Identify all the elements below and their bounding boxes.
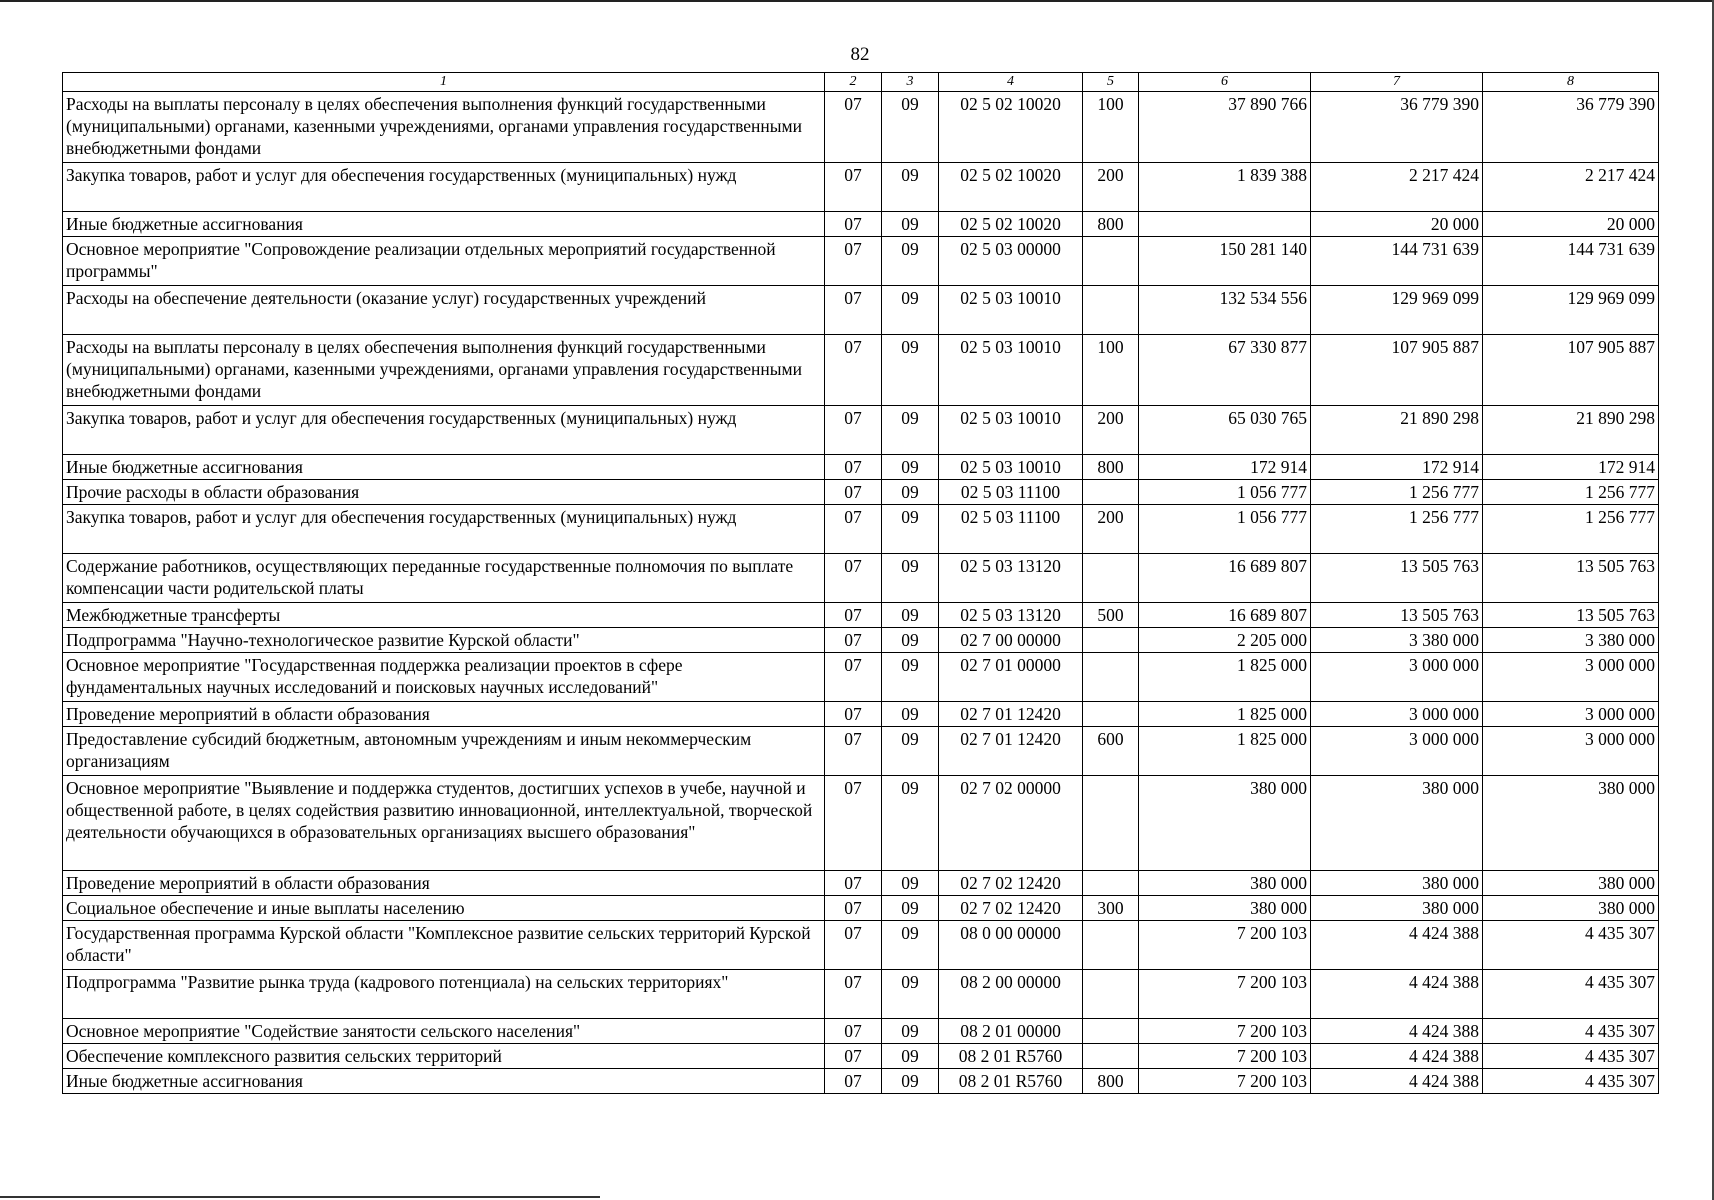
section-code: 07 bbox=[825, 1069, 882, 1094]
amount-col8: 4 435 307 bbox=[1483, 921, 1659, 970]
expense-type-code bbox=[1083, 1019, 1139, 1044]
amount-col6: 1 825 000 bbox=[1139, 727, 1311, 776]
amount-col8: 3 000 000 bbox=[1483, 727, 1659, 776]
expense-name: Расходы на выплаты персоналу в целях обеспечения выполнения функций государственными (муниципальными) органами, казенными учреждениями, органами управления государственными внебюджетными фондами bbox=[63, 92, 825, 163]
amount-col7: 4 424 388 bbox=[1311, 1019, 1483, 1044]
section-code: 07 bbox=[825, 628, 882, 653]
amount-col6: 67 330 877 bbox=[1139, 335, 1311, 406]
expense-type-code bbox=[1083, 480, 1139, 505]
amount-col8: 172 914 bbox=[1483, 455, 1659, 480]
table-row bbox=[63, 406, 1659, 455]
subsection-code: 09 bbox=[882, 702, 939, 727]
amount-col7: 4 424 388 bbox=[1311, 1069, 1483, 1094]
table-row bbox=[63, 505, 1659, 554]
amount-col6 bbox=[1139, 212, 1311, 237]
subsection-code: 09 bbox=[882, 776, 939, 871]
target-article-code: 02 5 03 13120 bbox=[939, 554, 1083, 603]
amount-col6: 7 200 103 bbox=[1139, 1044, 1311, 1069]
section-code: 07 bbox=[825, 163, 882, 212]
subsection-code: 09 bbox=[882, 554, 939, 603]
table-row bbox=[63, 237, 1659, 286]
expense-type-code: 200 bbox=[1083, 505, 1139, 554]
expense-name: Закупка товаров, работ и услуг для обеспечения государственных (муниципальных) нужд bbox=[63, 505, 825, 554]
amount-col6: 7 200 103 bbox=[1139, 1069, 1311, 1094]
subsection-code: 09 bbox=[882, 1069, 939, 1094]
subsection-code: 09 bbox=[882, 406, 939, 455]
expense-name: Подпрограмма "Развитие рынка труда (кадрового потенциала) на сельских территориях" bbox=[63, 970, 825, 1019]
subsection-code: 09 bbox=[882, 1019, 939, 1044]
table-row bbox=[63, 653, 1659, 702]
expense-type-code bbox=[1083, 1044, 1139, 1069]
expense-type-code: 100 bbox=[1083, 92, 1139, 163]
expense-type-code bbox=[1083, 554, 1139, 603]
target-article-code: 02 5 02 10020 bbox=[939, 92, 1083, 163]
column-number-header-row bbox=[63, 73, 1659, 92]
amount-col6: 7 200 103 bbox=[1139, 970, 1311, 1019]
amount-col7: 144 731 639 bbox=[1311, 237, 1483, 286]
amount-col6: 1 056 777 bbox=[1139, 505, 1311, 554]
amount-col7: 21 890 298 bbox=[1311, 406, 1483, 455]
expense-name: Закупка товаров, работ и услуг для обеспечения государственных (муниципальных) нужд bbox=[63, 163, 825, 212]
subsection-code: 09 bbox=[882, 970, 939, 1019]
expense-type-code: 800 bbox=[1083, 455, 1139, 480]
amount-col6: 7 200 103 bbox=[1139, 1019, 1311, 1044]
amount-col8: 20 000 bbox=[1483, 212, 1659, 237]
section-code: 07 bbox=[825, 212, 882, 237]
expense-type-code: 500 bbox=[1083, 603, 1139, 628]
amount-col8: 1 256 777 bbox=[1483, 505, 1659, 554]
subsection-code: 09 bbox=[882, 505, 939, 554]
amount-col7: 380 000 bbox=[1311, 776, 1483, 871]
table-row bbox=[63, 628, 1659, 653]
amount-col6: 380 000 bbox=[1139, 896, 1311, 921]
section-code: 07 bbox=[825, 896, 882, 921]
amount-col7: 380 000 bbox=[1311, 871, 1483, 896]
target-article-code: 08 2 01 R5760 bbox=[939, 1044, 1083, 1069]
target-article-code: 02 5 03 11100 bbox=[939, 480, 1083, 505]
expense-name: Основное мероприятие "Государственная поддержка реализации проектов в сфере фундаментальных научных исследований и поисковых научных исследований" bbox=[63, 653, 825, 702]
expense-type-code bbox=[1083, 286, 1139, 335]
amount-col7: 3 380 000 bbox=[1311, 628, 1483, 653]
amount-col7: 107 905 887 bbox=[1311, 335, 1483, 406]
amount-col7: 20 000 bbox=[1311, 212, 1483, 237]
section-code: 07 bbox=[825, 776, 882, 871]
expense-name: Расходы на выплаты персоналу в целях обеспечения выполнения функций государственными (муниципальными) органами, казенными учреждениями, органами управления государственными внебюджетными фондами bbox=[63, 335, 825, 406]
section-code: 07 bbox=[825, 702, 882, 727]
column-header: 5 bbox=[1083, 73, 1139, 92]
section-code: 07 bbox=[825, 480, 882, 505]
section-code: 07 bbox=[825, 727, 882, 776]
amount-col6: 150 281 140 bbox=[1139, 237, 1311, 286]
target-article-code: 02 5 03 13120 bbox=[939, 603, 1083, 628]
target-article-code: 02 5 03 10010 bbox=[939, 335, 1083, 406]
subsection-code: 09 bbox=[882, 628, 939, 653]
amount-col8: 2 217 424 bbox=[1483, 163, 1659, 212]
subsection-code: 09 bbox=[882, 653, 939, 702]
budget-table bbox=[62, 72, 1659, 1094]
amount-col8: 380 000 bbox=[1483, 871, 1659, 896]
column-header: 3 bbox=[882, 73, 939, 92]
table-row bbox=[63, 335, 1659, 406]
column-header: 6 bbox=[1139, 73, 1311, 92]
expense-name: Иные бюджетные ассигнования bbox=[63, 212, 825, 237]
section-code: 07 bbox=[825, 603, 882, 628]
amount-col7: 1 256 777 bbox=[1311, 480, 1483, 505]
expense-type-code bbox=[1083, 237, 1139, 286]
amount-col7: 129 969 099 bbox=[1311, 286, 1483, 335]
amount-col6: 65 030 765 bbox=[1139, 406, 1311, 455]
target-article-code: 02 5 02 10020 bbox=[939, 163, 1083, 212]
section-code: 07 bbox=[825, 505, 882, 554]
expense-type-code: 100 bbox=[1083, 335, 1139, 406]
amount-col7: 3 000 000 bbox=[1311, 727, 1483, 776]
expense-name: Содержание работников, осуществляющих переданные государственные полномочия по выплате компенсации части родительской платы bbox=[63, 554, 825, 603]
section-code: 07 bbox=[825, 455, 882, 480]
section-code: 07 bbox=[825, 237, 882, 286]
expense-name: Иные бюджетные ассигнования bbox=[63, 455, 825, 480]
expense-type-code: 600 bbox=[1083, 727, 1139, 776]
column-header: 1 bbox=[63, 73, 825, 92]
table-row bbox=[63, 286, 1659, 335]
subsection-code: 09 bbox=[882, 921, 939, 970]
section-code: 07 bbox=[825, 335, 882, 406]
amount-col7: 4 424 388 bbox=[1311, 1044, 1483, 1069]
subsection-code: 09 bbox=[882, 1044, 939, 1069]
expense-name: Социальное обеспечение и иные выплаты населению bbox=[63, 896, 825, 921]
target-article-code: 02 5 02 10020 bbox=[939, 212, 1083, 237]
target-article-code: 08 2 01 00000 bbox=[939, 1019, 1083, 1044]
amount-col8: 36 779 390 bbox=[1483, 92, 1659, 163]
amount-col6: 16 689 807 bbox=[1139, 554, 1311, 603]
amount-col7: 36 779 390 bbox=[1311, 92, 1483, 163]
expense-name: Основное мероприятие "Выявление и поддержка студентов, достигших успехов в учебе, научной и общественной работе, в целях содействия развитию инновационной, интеллектуальной, творческой деятельности обучающихся в образовательных организациях высшего образования" bbox=[63, 776, 825, 871]
amount-col6: 172 914 bbox=[1139, 455, 1311, 480]
table-row bbox=[63, 603, 1659, 628]
amount-col7: 2 217 424 bbox=[1311, 163, 1483, 212]
section-code: 07 bbox=[825, 554, 882, 603]
expense-type-code bbox=[1083, 776, 1139, 871]
expense-name: Основное мероприятие "Содействие занятости сельского населения" bbox=[63, 1019, 825, 1044]
page-number: 82 bbox=[850, 44, 870, 65]
subsection-code: 09 bbox=[882, 237, 939, 286]
amount-col7: 1 256 777 bbox=[1311, 505, 1483, 554]
table-row bbox=[63, 896, 1659, 921]
expense-name: Государственная программа Курской области "Комплексное развитие сельских территорий Курской области" bbox=[63, 921, 825, 970]
table-row bbox=[63, 921, 1659, 970]
expense-type-code: 200 bbox=[1083, 406, 1139, 455]
section-code: 07 bbox=[825, 286, 882, 335]
target-article-code: 02 5 03 10010 bbox=[939, 455, 1083, 480]
amount-col7: 13 505 763 bbox=[1311, 554, 1483, 603]
expense-name: Проведение мероприятий в области образования bbox=[63, 702, 825, 727]
section-code: 07 bbox=[825, 1019, 882, 1044]
expense-name: Прочие расходы в области образования bbox=[63, 480, 825, 505]
target-article-code: 02 7 02 12420 bbox=[939, 896, 1083, 921]
amount-col6: 1 825 000 bbox=[1139, 702, 1311, 727]
table-row bbox=[63, 212, 1659, 237]
table-row bbox=[63, 970, 1659, 1019]
subsection-code: 09 bbox=[882, 603, 939, 628]
amount-col8: 21 890 298 bbox=[1483, 406, 1659, 455]
amount-col8: 3 380 000 bbox=[1483, 628, 1659, 653]
target-article-code: 02 5 03 11100 bbox=[939, 505, 1083, 554]
amount-col8: 380 000 bbox=[1483, 776, 1659, 871]
table-row bbox=[63, 163, 1659, 212]
amount-col8: 1 256 777 bbox=[1483, 480, 1659, 505]
amount-col8: 380 000 bbox=[1483, 896, 1659, 921]
amount-col8: 13 505 763 bbox=[1483, 554, 1659, 603]
target-article-code: 02 7 00 00000 bbox=[939, 628, 1083, 653]
section-code: 07 bbox=[825, 921, 882, 970]
subsection-code: 09 bbox=[882, 871, 939, 896]
amount-col6: 380 000 bbox=[1139, 871, 1311, 896]
expense-type-code bbox=[1083, 921, 1139, 970]
expense-name: Предоставление субсидий бюджетным, автономным учреждениям и иным некоммерческим организациям bbox=[63, 727, 825, 776]
target-article-code: 08 2 00 00000 bbox=[939, 970, 1083, 1019]
expense-name: Основное мероприятие "Сопровождение реализации отдельных мероприятий государственной программы" bbox=[63, 237, 825, 286]
subsection-code: 09 bbox=[882, 480, 939, 505]
section-code: 07 bbox=[825, 653, 882, 702]
table-row bbox=[63, 1044, 1659, 1069]
amount-col8: 4 435 307 bbox=[1483, 1069, 1659, 1094]
amount-col7: 172 914 bbox=[1311, 455, 1483, 480]
amount-col8: 144 731 639 bbox=[1483, 237, 1659, 286]
expense-type-code bbox=[1083, 628, 1139, 653]
section-code: 07 bbox=[825, 92, 882, 163]
table-row bbox=[63, 455, 1659, 480]
amount-col6: 16 689 807 bbox=[1139, 603, 1311, 628]
amount-col8: 13 505 763 bbox=[1483, 603, 1659, 628]
amount-col7: 13 505 763 bbox=[1311, 603, 1483, 628]
amount-col7: 4 424 388 bbox=[1311, 921, 1483, 970]
amount-col8: 4 435 307 bbox=[1483, 1044, 1659, 1069]
amount-col7: 4 424 388 bbox=[1311, 970, 1483, 1019]
table-row bbox=[63, 92, 1659, 163]
amount-col8: 4 435 307 bbox=[1483, 970, 1659, 1019]
column-header: 2 bbox=[825, 73, 882, 92]
target-article-code: 02 7 02 00000 bbox=[939, 776, 1083, 871]
section-code: 07 bbox=[825, 406, 882, 455]
expense-name: Расходы на обеспечение деятельности (оказание услуг) государственных учреждений bbox=[63, 286, 825, 335]
table-row bbox=[63, 871, 1659, 896]
subsection-code: 09 bbox=[882, 455, 939, 480]
table-row bbox=[63, 776, 1659, 871]
amount-col8: 4 435 307 bbox=[1483, 1019, 1659, 1044]
expense-type-code bbox=[1083, 702, 1139, 727]
table-row bbox=[63, 554, 1659, 603]
expense-type-code bbox=[1083, 970, 1139, 1019]
section-code: 07 bbox=[825, 871, 882, 896]
target-article-code: 02 7 02 12420 bbox=[939, 871, 1083, 896]
target-article-code: 02 7 01 12420 bbox=[939, 727, 1083, 776]
amount-col6: 2 205 000 bbox=[1139, 628, 1311, 653]
expense-type-code bbox=[1083, 653, 1139, 702]
target-article-code: 02 7 01 12420 bbox=[939, 702, 1083, 727]
scan-edge-top bbox=[0, 0, 1714, 2]
target-article-code: 02 5 03 10010 bbox=[939, 286, 1083, 335]
target-article-code: 08 0 00 00000 bbox=[939, 921, 1083, 970]
section-code: 07 bbox=[825, 1044, 882, 1069]
scan-edge-bottom bbox=[0, 1196, 600, 1198]
amount-col7: 3 000 000 bbox=[1311, 653, 1483, 702]
section-code: 07 bbox=[825, 970, 882, 1019]
amount-col8: 129 969 099 bbox=[1483, 286, 1659, 335]
amount-col6: 380 000 bbox=[1139, 776, 1311, 871]
table-row bbox=[63, 1019, 1659, 1044]
target-article-code: 02 7 01 00000 bbox=[939, 653, 1083, 702]
amount-col6: 1 056 777 bbox=[1139, 480, 1311, 505]
table-row bbox=[63, 727, 1659, 776]
amount-col6: 1 839 388 bbox=[1139, 163, 1311, 212]
expense-name: Подпрограмма "Научно-технологическое развитие Курской области" bbox=[63, 628, 825, 653]
expense-name: Обеспечение комплексного развития сельских территорий bbox=[63, 1044, 825, 1069]
target-article-code: 08 2 01 R5760 bbox=[939, 1069, 1083, 1094]
amount-col7: 3 000 000 bbox=[1311, 702, 1483, 727]
amount-col7: 380 000 bbox=[1311, 896, 1483, 921]
table-row bbox=[63, 480, 1659, 505]
expense-name: Проведение мероприятий в области образования bbox=[63, 871, 825, 896]
expense-type-code: 300 bbox=[1083, 896, 1139, 921]
amount-col6: 1 825 000 bbox=[1139, 653, 1311, 702]
amount-col6: 132 534 556 bbox=[1139, 286, 1311, 335]
subsection-code: 09 bbox=[882, 163, 939, 212]
subsection-code: 09 bbox=[882, 335, 939, 406]
amount-col8: 107 905 887 bbox=[1483, 335, 1659, 406]
subsection-code: 09 bbox=[882, 286, 939, 335]
target-article-code: 02 5 03 10010 bbox=[939, 406, 1083, 455]
expense-type-code bbox=[1083, 871, 1139, 896]
table-row bbox=[63, 702, 1659, 727]
expense-name: Межбюджетные трансферты bbox=[63, 603, 825, 628]
column-header: 7 bbox=[1311, 73, 1483, 92]
table-row bbox=[63, 1069, 1659, 1094]
expense-name: Закупка товаров, работ и услуг для обеспечения государственных (муниципальных) нужд bbox=[63, 406, 825, 455]
column-header: 4 bbox=[939, 73, 1083, 92]
expense-type-code: 800 bbox=[1083, 1069, 1139, 1094]
subsection-code: 09 bbox=[882, 92, 939, 163]
column-header: 8 bbox=[1483, 73, 1659, 92]
subsection-code: 09 bbox=[882, 896, 939, 921]
amount-col8: 3 000 000 bbox=[1483, 702, 1659, 727]
expense-name: Иные бюджетные ассигнования bbox=[63, 1069, 825, 1094]
amount-col6: 7 200 103 bbox=[1139, 921, 1311, 970]
expense-type-code: 800 bbox=[1083, 212, 1139, 237]
subsection-code: 09 bbox=[882, 727, 939, 776]
subsection-code: 09 bbox=[882, 212, 939, 237]
amount-col6: 37 890 766 bbox=[1139, 92, 1311, 163]
amount-col8: 3 000 000 bbox=[1483, 653, 1659, 702]
target-article-code: 02 5 03 00000 bbox=[939, 237, 1083, 286]
expense-type-code: 200 bbox=[1083, 163, 1139, 212]
